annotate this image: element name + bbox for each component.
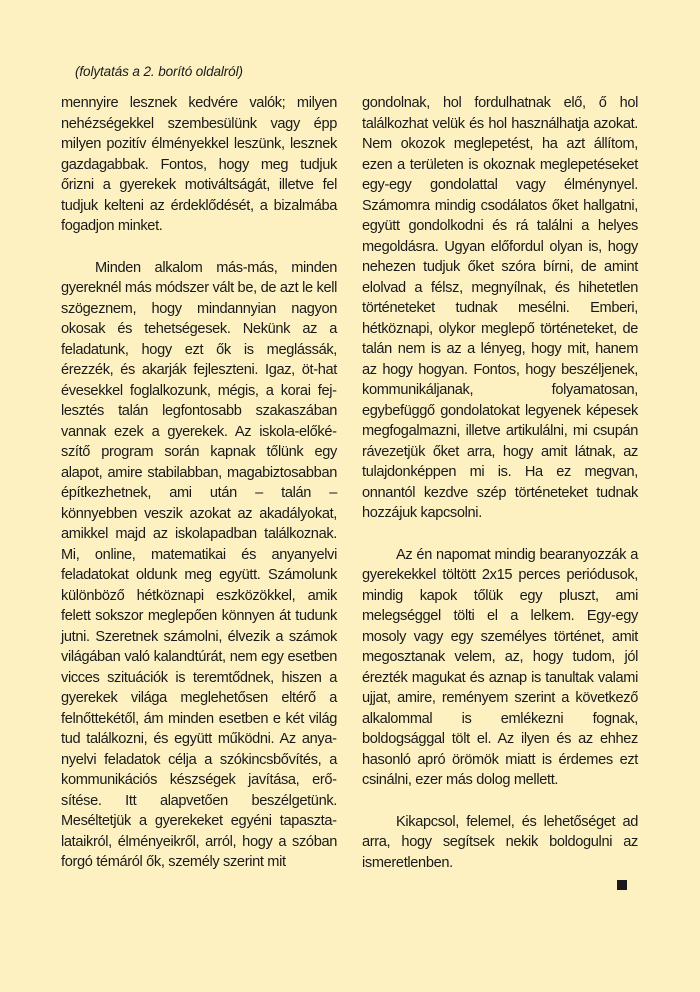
right-column	[362, 93, 638, 873]
right-paragraph-3: Kikapcsol, felemel, és lehetőséget ad arra, hogy segítsek nekik boldogulni az ismeretlenben.	[362, 813, 638, 871]
left-paragraph-2: Minden alkalom más-más, minden gyereknél más módszer vált be, de azt le kell szögeznem, hogy mindannyian nagyon okosak és tehetségesek. Nekünk az a feladatunk, hogy ezt ők is meglássák, érezzék, és akarják fejleszteni. Igaz, öt-hat évesekkel foglalkozunk, mégis, a korai fejlesztés talán legfontosabb szakaszában vannak ezek a gyerekek. Az iskola-előkészítő program során kapnak tőlünk egy alapot, amire stabilabban, magabiztosabban építkezhetnek, ami után – talán – könnyebben veszik azokat az akadályokat, amikkel majd az iskolapadban találkoznak. Mi, online, matematikai és anyanyelvi feladatokat oldunk meg együtt. Számolunk különböző hétköznapi eszközökkel, amik felett sokszor meglepően könnyen át tudunk jutni. Szeretnek számolni, élvezik a számok világában való kalandtúrát, nem egy esetben vicces szituációk is teremtődnek, hiszen a gyerekek világa meglehetősen eltérő a felnőttekétől, ám minden esetben e két világ tud találkozni, és együtt működni. Az anyanyelvi feladatok célja a szókincsbővítés, a kommunikációs készségek javítása, erősítése. Itt alapvetően beszélgetünk. Meséltetjük a gyerekeket egyéni tapasztalataikról, élményeikről, arról, hogy a szóban forgó témáról ők, személy szerint mit	[61, 259, 337, 870]
paragraph-gap	[362, 524, 638, 545]
right-paragraph-2: Az én napomat mindig bearanyozzák a gyerekekkel töltött 2x15 perces periódusok, mindig kapok tőlük egy pluszt, ami melegséggel tölti el a lelkem. Egy-egy mosoly vagy egy személyes történet, amit megosztanak velem, az, hogy tudom, jól érezték magukat és aznap is tanultak valami ujjat, amire, reményem szerint a következő alkalommal is emlékezni fognak, boldogsággal tölt el. Az ilyen és az ehhez hasonló apró örömök miatt is érdemes ezt csinálni, ezer más dolog mellett.	[362, 546, 638, 788]
right-paragraph-1: gondolnak, hol fordulhatnak elő, ő hol találkozhat velük és hol használhatja azokat. Nem okozok meglepetést, ha azt állítom, ezen a területen is okoznak meglepetéseket egy-egy gondolattal vagy élménynyel. Számomra mindig csodálatos őket hallgatni, együtt gondolkodni és rá találni a helyes megoldásra. Ugyan előfordul olyan is, hogy nehezen tudjuk őket szóra bírni, de amint elolvad a félsz, megnyílnak, és hihetetlen történeteket tudnak mesélni. Emberi, hétköznapi, olykor meglepő történeteket, de talán nem is az a lényeg, hogy mit, hanem az hogy hogyan. Fontos, hogy beszéljenek, kommunikáljanak, folyamatosan, egybefüggő gondolatokat legyenek képesek megfogalmazni, illetve artikulálni, mi csupán rávezetjük őket arra, hogy amit látnak, az tulajdonképpen mi is. Ha ez megvan, onnantól kezdve szép történeteket tudnak hozzájuk kapcsolni.	[362, 95, 638, 521]
paragraph-gap	[61, 237, 337, 258]
continuation-note: (folytatás a 2. borító oldalról)	[75, 64, 243, 79]
paragraph-gap	[362, 791, 638, 812]
end-of-article-square-icon	[617, 880, 627, 890]
left-paragraph-1: mennyire lesznek kedvére valók; milyen nehézségekkel szembesülünk vagy épp milyen pozitív élményekkel leszünk, lesznek gazdagabbak. Fontos, hogy meg tudjuk őrizni a gyerekek motiváltságát, illetve fel tudjuk kelteni az érdeklődését, a bizalmába fogadjon minket.	[61, 95, 337, 234]
left-column	[61, 93, 337, 873]
